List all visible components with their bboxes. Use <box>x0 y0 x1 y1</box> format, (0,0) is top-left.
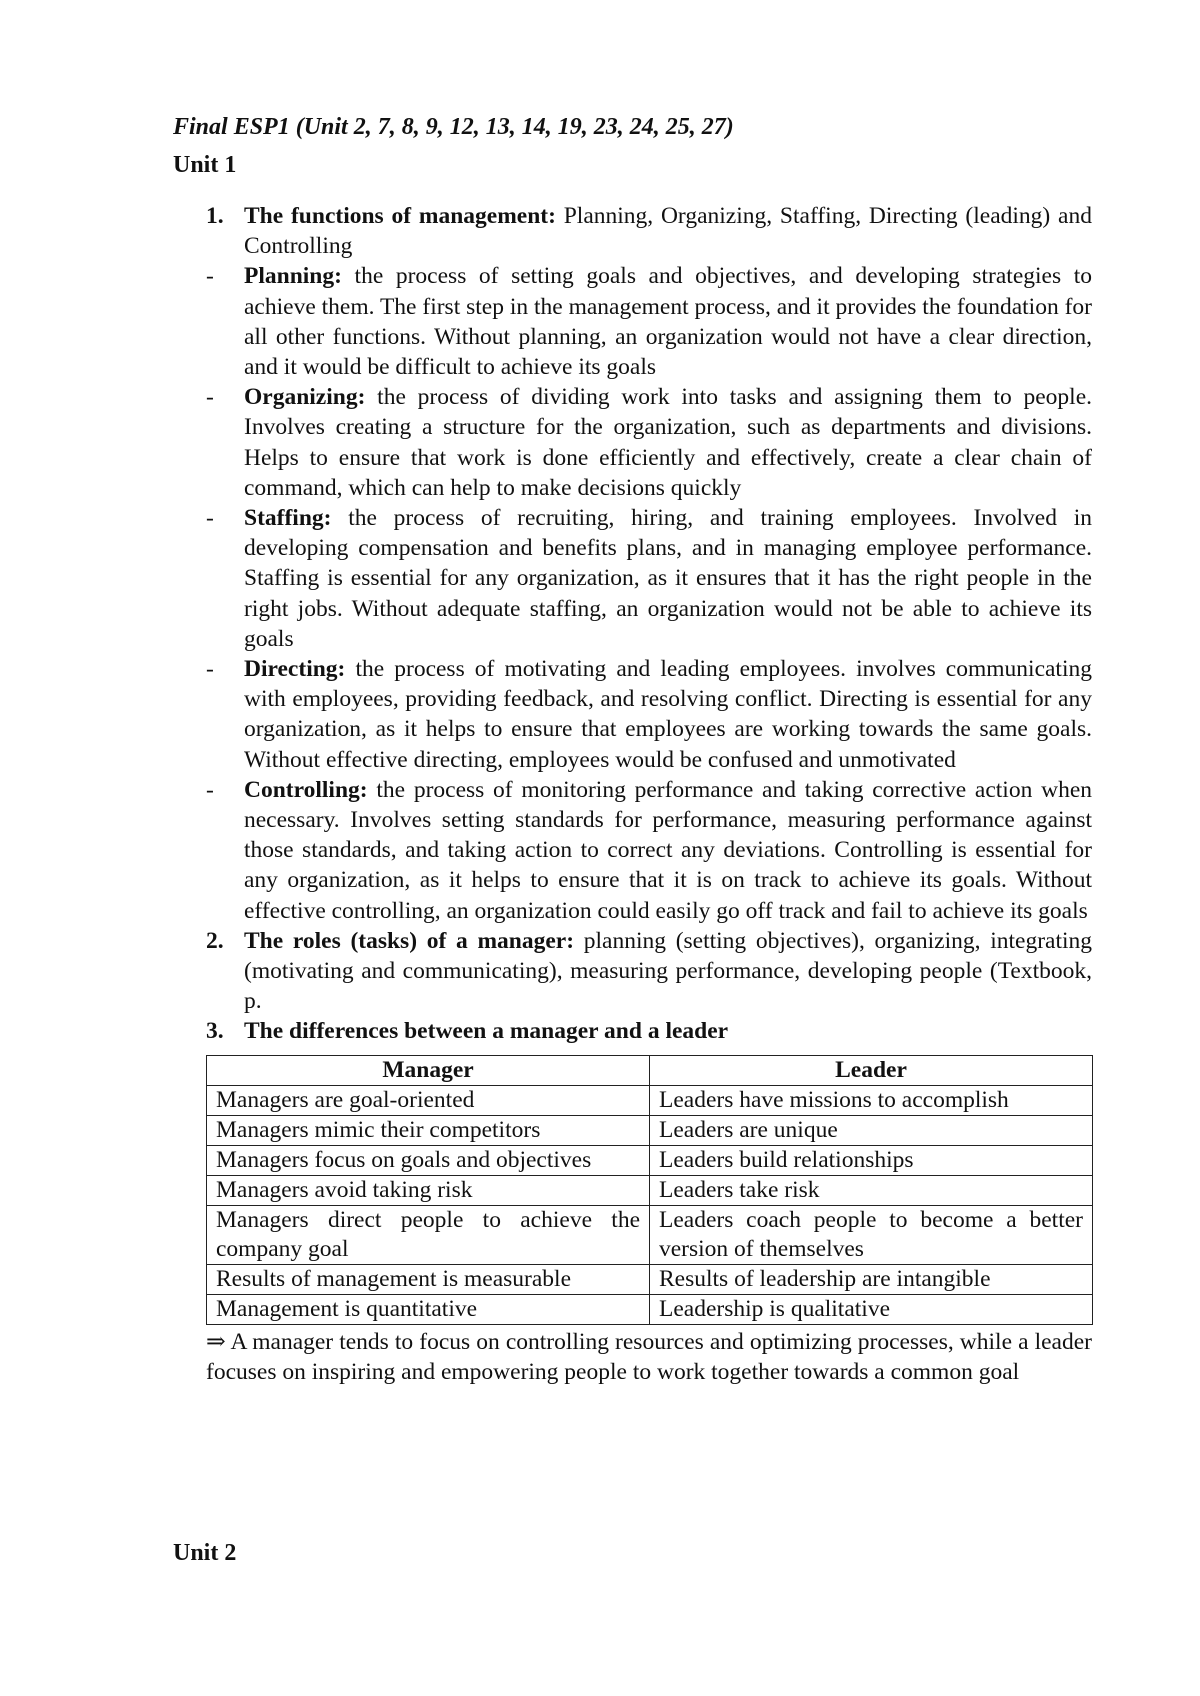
unit-2-heading: Unit 2 <box>173 1540 237 1566</box>
bullet-controlling <box>206 775 1092 926</box>
table-header-row <box>207 1055 1093 1085</box>
comparison-table <box>206 1055 1093 1325</box>
section-1-functions <box>206 201 1092 261</box>
table-cell-manager: Managers are goal-oriented <box>207 1085 650 1115</box>
document-title: Final ESP1 (Unit 2, 7, 8, 9, 12, 13, 14, 19, 23, 24, 25, 27) <box>173 114 734 140</box>
section-2-heading: The roles (tasks) of a manager: <box>244 927 575 954</box>
table-cell-manager: Results of management is measurable <box>207 1264 650 1294</box>
section-2-number: 2. <box>206 927 224 954</box>
bullet-marker: - <box>206 384 214 411</box>
bullet-term: Controlling: <box>244 776 368 803</box>
table-cell-manager: Managers focus on goals and objectives <box>207 1145 650 1175</box>
conclusion-paragraph: ⇒ A manager tends to focus on controlling resources and optimizing processes, while a leader focuses on inspiring and empowering people to work together towards a common goal <box>206 1328 1092 1385</box>
bullet-marker: - <box>206 776 214 803</box>
table-cell-leader: Leadership is qualitative <box>650 1294 1093 1324</box>
bullet-text: the process of dividing work into tasks and assigning them to people. Involves creating a structure for the organization, such as departments and divisions. Helps to ensure that work is done efficiently and effectively, create a clear chain of command, which can help to make decisions quickly <box>244 384 1092 501</box>
table-header-leader: Leader <box>650 1055 1093 1085</box>
bullet-marker: - <box>206 263 214 290</box>
bullet-text: the process of monitoring performance and taking corrective action when necessary. Involves setting standards for performance, measuring performance against those standards, and taking action to correct any deviations. Controlling is essential for any organization, as it helps to ensure that it is on track to achieve its goals. Without effective controlling, an organization could easily go off track and fail to achieve its goals <box>244 776 1092 924</box>
table-cell-manager: Management is quantitative <box>207 1294 650 1324</box>
table-cell-manager: Managers mimic their competitors <box>207 1115 650 1145</box>
table-row <box>207 1294 1093 1324</box>
bullet-term: Planning: <box>244 263 342 290</box>
bullet-term: Organizing: <box>244 384 366 411</box>
bullet-term: Staffing: <box>244 505 332 532</box>
bullet-staffing <box>206 503 1092 654</box>
section-1-number: 1. <box>206 203 224 229</box>
table-cell-leader: Results of leadership are intangible <box>650 1264 1093 1294</box>
unit-1-heading: Unit 1 <box>173 152 237 178</box>
table-cell-manager: Managers avoid taking risk <box>207 1175 650 1205</box>
table-row <box>207 1205 1093 1264</box>
section-3-differences <box>206 1016 1092 1046</box>
bullet-text: the process of motivating and leading employees. involves communicating with employees, providing feedback, and resolving conflict. Directing is essential for any organization, as it helps to ensure that employees are working towards the same goals. Without effective directing, employees would be confused and unmotivated <box>244 656 1092 773</box>
table-cell-leader: Leaders take risk <box>650 1175 1093 1205</box>
table-row <box>207 1264 1093 1294</box>
section-1-heading: The functions of management: <box>244 203 556 229</box>
bullet-text: the process of recruiting, hiring, and training employees. Involved in developing compensation and benefits plans, and in managing employee performance. Staffing is essential for any organization, as it ensures that it has the right people in the right jobs. Without adequate staffing, an organization would not be able to achieve its goals <box>244 505 1092 652</box>
table-row <box>207 1175 1093 1205</box>
bullet-marker: - <box>206 656 214 683</box>
table-row <box>207 1145 1093 1175</box>
unit-1-content <box>206 201 1092 1387</box>
table-cell-leader: Leaders coach people to become a better version of themselves <box>650 1205 1093 1264</box>
section-2-roles <box>206 926 1092 1017</box>
section-2-text: planning (setting objectives), organizing, integrating (motivating and communicating), measuring performance, developing people (Textbook, p. <box>244 927 1093 1015</box>
table-row <box>207 1115 1093 1145</box>
bullet-directing <box>206 654 1092 775</box>
bullet-planning <box>206 261 1092 382</box>
section-1-text: Planning, Organizing, Staffing, Directing (leading) and Controlling <box>244 203 1092 260</box>
bullet-organizing <box>206 382 1092 503</box>
table-cell-manager: Managers direct people to achieve the company goal <box>207 1205 650 1264</box>
table-cell-leader: Leaders build relationships <box>650 1145 1093 1175</box>
bullet-marker: - <box>206 505 214 532</box>
table-row <box>207 1085 1093 1115</box>
table-header-manager: Manager <box>207 1055 650 1085</box>
bullet-term: Directing: <box>244 656 346 683</box>
table-cell-leader: Leaders have missions to accomplish <box>650 1085 1093 1115</box>
section-3-heading: The differences between a manager and a leader <box>244 1018 729 1045</box>
bullet-text: the process of setting goals and objectives, and developing strategies to achieve them. The first step in the management process, and it provides the foundation for all other functions. Without planning, an organization would not have a clear direction, and it would be difficult to achieve its goals <box>244 263 1092 381</box>
table-cell-leader: Leaders are unique <box>650 1115 1093 1145</box>
section-3-number: 3. <box>206 1018 224 1045</box>
